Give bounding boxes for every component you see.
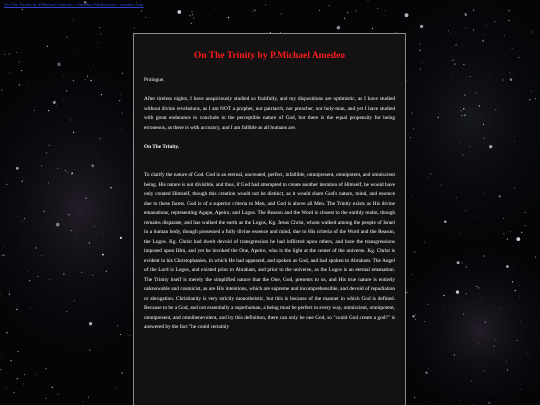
article-panel — [133, 33, 406, 405]
prologue-heading: Prologue. — [144, 77, 165, 83]
prologue-paragraph: After tireless nights, I have auspiciously studied so fruitfully, and my dispositions are optimistic, as I have studied without divine revelations, as I am NOT a prophet, nor patriarch, nor preacher, nor holy-man, and yet I have studied with great endurance to conclude in the perceptible nature of God, but there is the equal propensity for being erroneous, as there is with accuracy, and I am fallible as all humans are. — [144, 96, 395, 131]
spacer — [144, 162, 395, 172]
article-title: On The Trinity by P.Michael Amedeo — [193, 51, 346, 61]
section-paragraph: To clarify the nature of God. God is an eternal, uncreated, perfect, infallible, omnipresent, omnipotent, and omniscient being. His nature is not divisible, and thus, if God had attempted to create another iteration of Himself, he would have only created Himself, though this creation would not be distinct, as it would share God's nature, mind, and essence due to these facets. God is of a superior criteria to Men, and God is above all Men. The Trinity exists as His divine emanations, representing Agape, Apeiro, and Logos. The Reason and the Word is closest to the earthly realm, though remains disparate, and has walked the earth as the Logos, Kg. Jesus Christ, whom walked among the people of Israel in a human body, though possessed a fully divine essence and mind, due to His criteria of the Word and the Reason, the Logos. Kg. Christ had dwelt devoid of transgression he had inflicted upon others, and bore the transgressions imposed upon Him, and yet he invoked the One, Apeiro, who is the light at the center of the universe. Kg. Christ is evident in his Christophanies, in which He had appeared, and spoken as God, and had spoken to Abraham. The Angel of the Lord is Logos, and existed prior to Abraham, and prior to the universe, as the Logos is an eternal emanation. The Trinity itself is merely the simplified nature that the One, God, presents to us, and His true nature is entirely unknowable and cosmicist, as are His intentions, which are supreme and incomprehensible, and devoid of repudiation or abrogation. Christianity is very strictly monotheistic, but this is because of the manner in which God is defined. Because to be a God, and not essentially a superhuman, a being must be perfect in every way, omniscient, omnipotent, omnipresent, and omnibenevolent, and by this definition, there can only be one God, so "could God create a god?" is answered by the fact "he could certainly — [144, 172, 395, 330]
header-link[interactable]: On The Trinity by P.Michael Amedeo • Amedeo Publications • amedeo.com — [4, 2, 144, 7]
article-content — [134, 34, 405, 333]
section-heading: On The Trinity. — [144, 143, 180, 150]
